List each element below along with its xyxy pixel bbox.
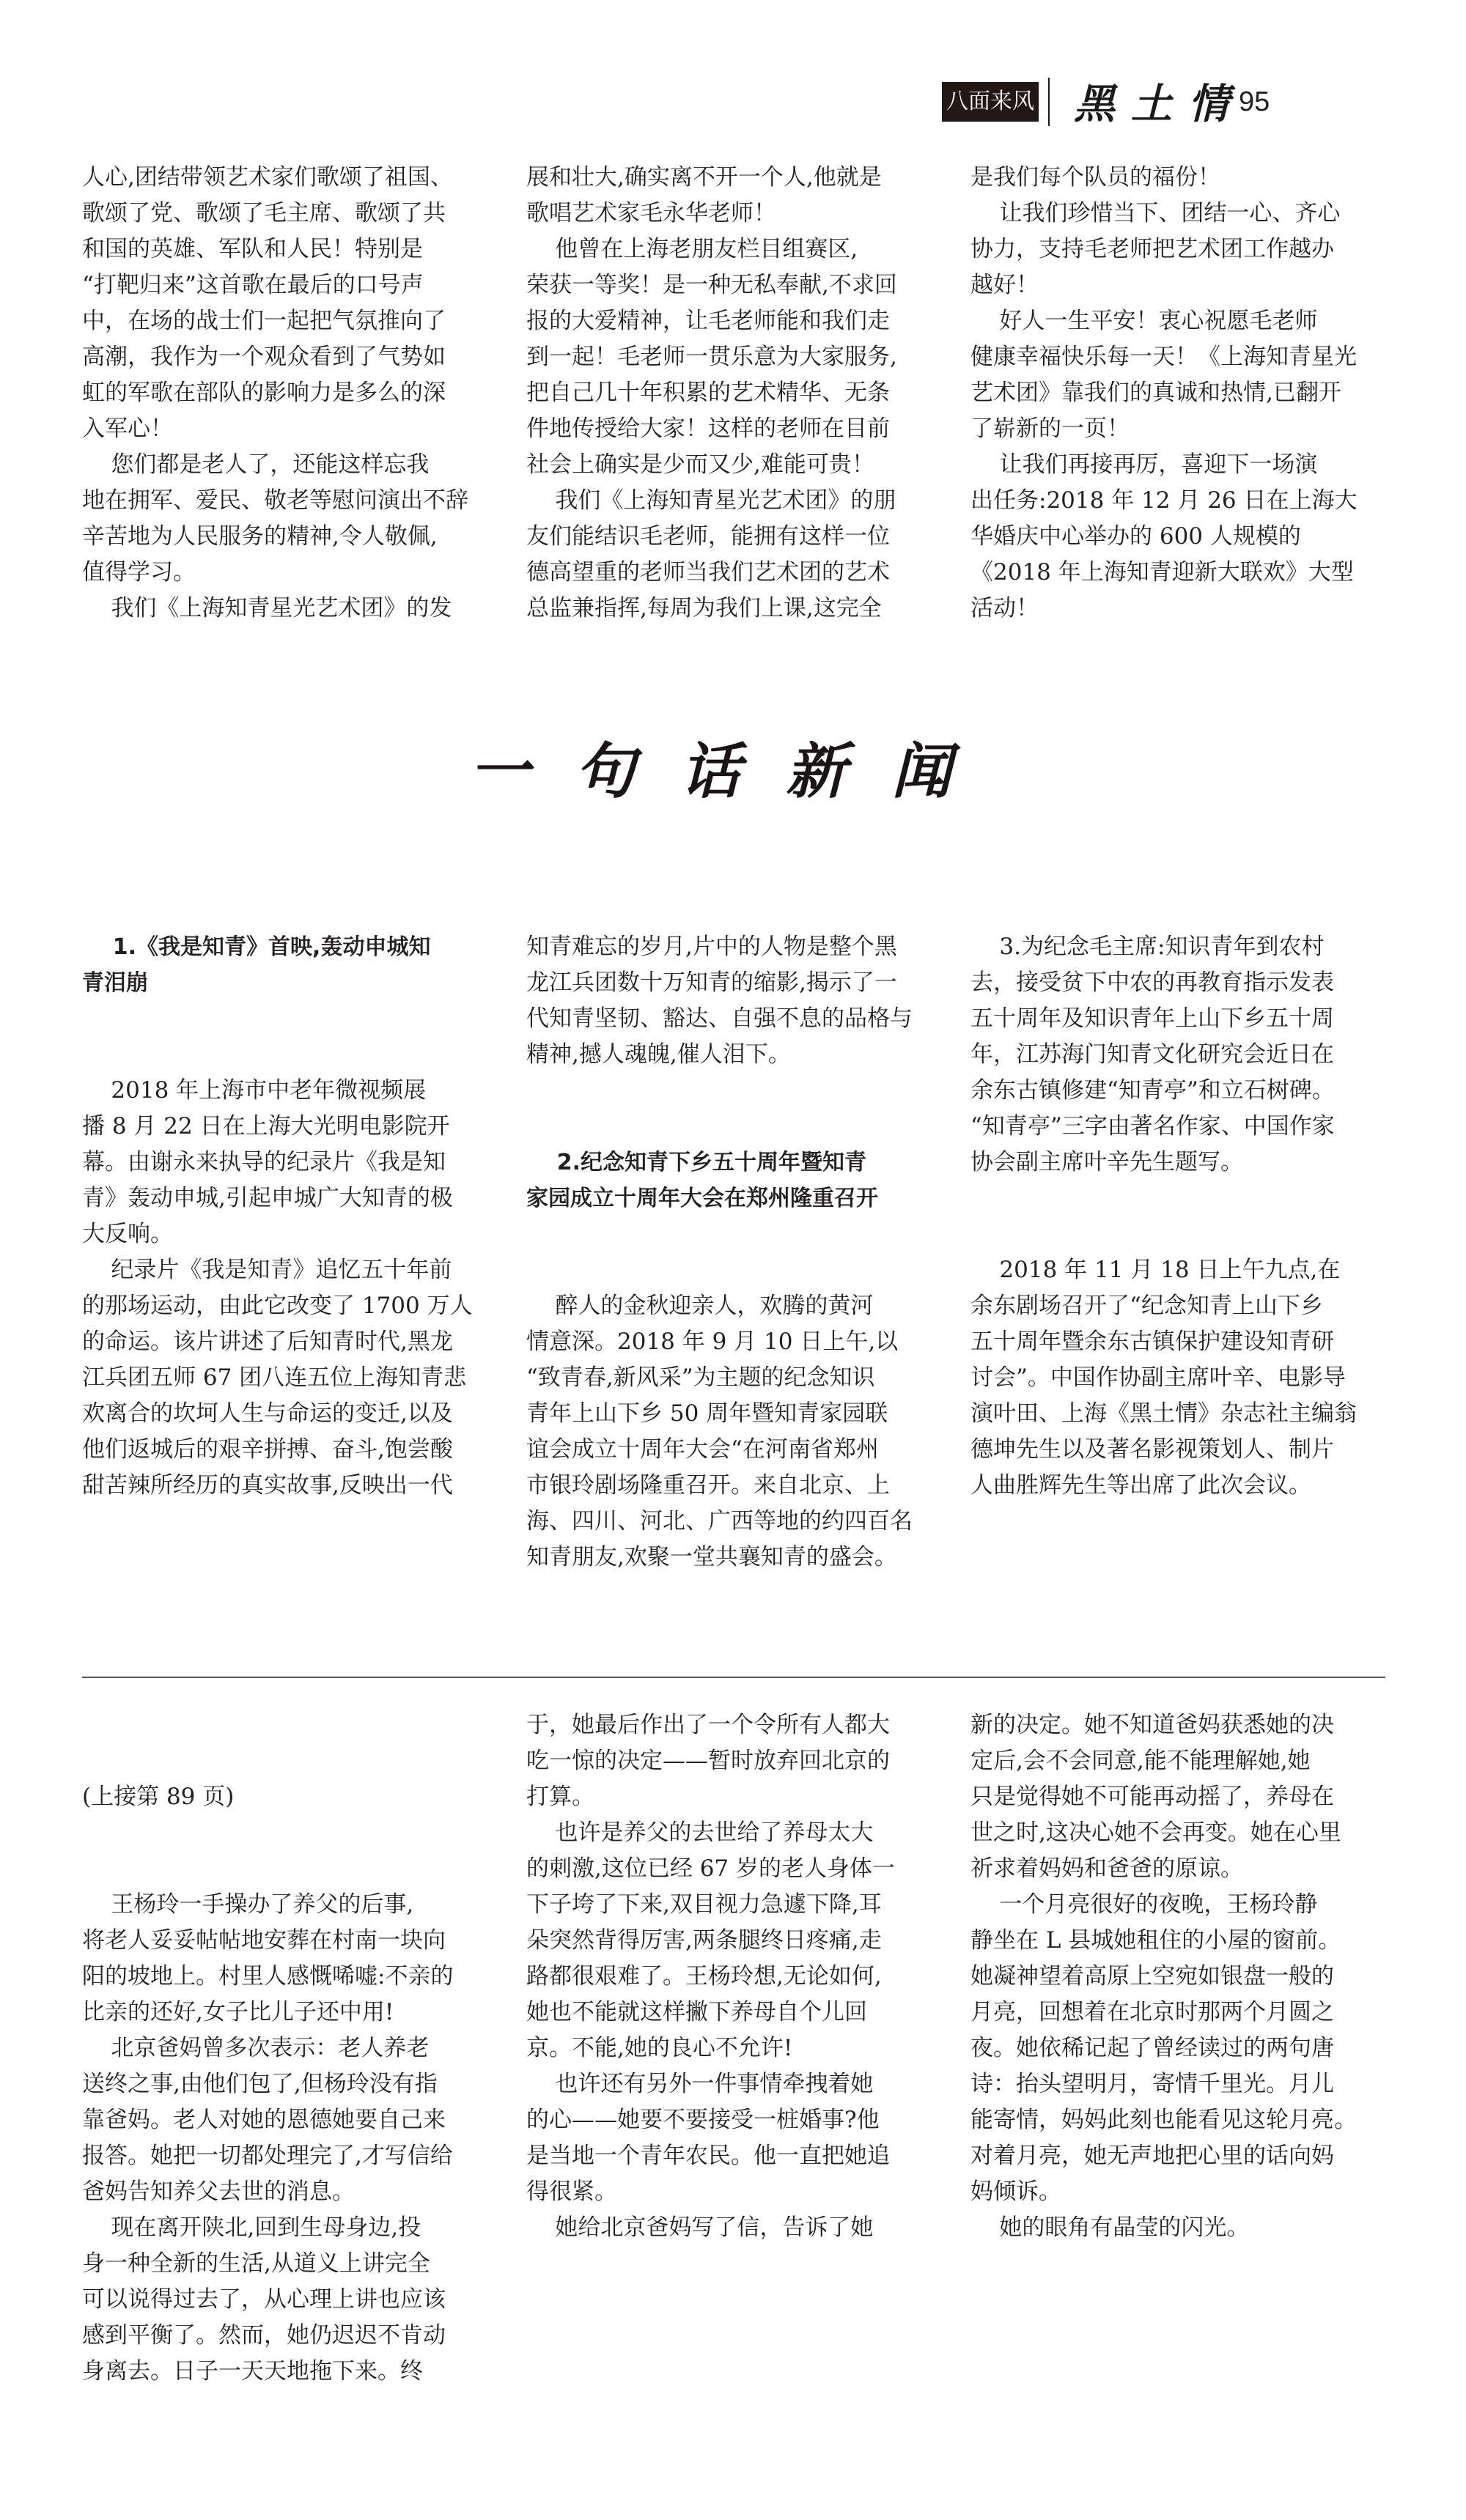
news-headline-2: 2.纪念知青下乡五十周年暨知青 家园成立十周年大会在郑州隆重召开 (526, 1150, 878, 1211)
news-body-3: 2018 年 11 月 18 日上午九点,在 余东剧场召开了“纪念知青上山下乡 五十周年暨余东古镇保护建设知青研 讨会”。中国作协副主席叶辛、电影导 演叶田、上海《黑土情》杂志社主编翁 德坤先生以及著名影视策划人、制片 人曲胜辉先生等出席了此次会议。 (970, 1257, 1357, 1499)
bottom-story (82, 1707, 1385, 2461)
bottom-story-text-1: 王杨玲一手操办了养父的后事, 将老人妥妥帖帖地安葬在村南一块向 阳的坡地上。村里人感慨唏嘘:不亲的 比亲的还好,女子比儿子还中用! 北京爸妈曾多次表示：老人养老 送终之事,由他们包了,但杨玲没有指 靠爸妈。老人对她的恩德她要自己来 报答。她把一切都处理完了,才写信给 爸妈告知养父去世的消息。 现在离开陕北,回到生母身边,投 身一种全新的生活,从道义上讲完全 可以说得过去了，从心理上讲也应该 感到平衡了。然而，她仍迟迟不肯动 身离去。日子一天天地拖下来。终 (82, 1891, 454, 2384)
news-column-3 (970, 857, 1385, 1575)
top-article-column-2: 展和壮大,确实离不开一个人,他就是 歌唱艺术家毛永华老师！ 他曾在上海老朋友栏目组赛区, 荣获一等奖！是一种无私奉献,不求回 报的大爱精神，让毛老师能和我们走 到一起！毛老师一贯乐意为大家服务, 把自己几十年积累的艺术精华、无条 件地传授给大家！这样的老师在目前 社会上确实是少而又少,难能可贵！ 我们《上海知青星光艺术团》的朋 友们能结识毛老师，能拥有这样一位 德高望重的老师当我们艺术团的艺术 总监兼指挥,每周为我们上课,这完全 (526, 164, 897, 621)
news-column-1 (82, 857, 497, 1575)
column-tag: 八面来风 (942, 82, 1039, 122)
news-column-2 (526, 857, 941, 1647)
top-article-column-1: 人心,团结带领艺术家们歌颂了祖国、 歌颂了党、歌颂了毛主席、歌颂了共 和国的英雄、军队和人民！特别是 “打靶归来”这首歌在最后的口号声 中，在场的战士们一起把气氛推向了 高潮，我作为一个观众看到了气势如 虹的军歌在部队的影响力是多么的深 入军心！ 您们都是老人了，还能这样忘我 地在拥军、爱民、敬老等慰问演出不辞 辛苦地为人民服务的精神,令人敬佩, 值得学习。 我们《上海知青星光艺术团》的发 (82, 164, 468, 621)
continued-from-note: (上接第 89 页) (82, 1784, 235, 1810)
news-section (82, 857, 1385, 1647)
magazine-logo: 黑土情 (1074, 80, 1245, 128)
bottom-story-column-3: 新的决定。她不知道爸妈获悉她的决 定后,会不会同意,能不能理解她,她 只是觉得她不可能再动摇了，养母在 世之时,这决心她不会再变。她在心里 祈求着妈妈和爸爸的原谅。 一个月亮很好的夜晚，王杨玲静 静坐在 L 县城她租住的小屋的窗前。 她凝神望着高原上空宛如银盘一般的 月亮，回想着在北京时那两个月圆之 夜。她依稀记起了曾经读过的两句唐 诗：抬头望明月，寄情千里光。月儿 能寄情，妈妈此刻也能看见这轮月亮。 对着月亮，她无声地把心里的话向妈 妈倾诉。 她的眼角有晶莹的闪光。 (970, 1712, 1357, 2241)
header-divider (1048, 78, 1050, 126)
section-title: 一句话新闻 (469, 736, 997, 807)
bottom-story-column-1 (82, 1707, 497, 2461)
news-body-1: 2018 年上海市中老年微视频展 播 8 月 22 日在上海大光明电影院开 幕。由谢永来执导的纪录片《我是知 青》轰动申城,引起申城广大知青的极 大反响。 纪录片《我是知青》追忆五十年前 的那场运动，由此它改变了 1700 万人 的命运。该片讲述了后知青时代,黑龙 江兵团五师 67 团八连五位上海知青悲 欢离合的坎坷人生与命运的变迁,以及 他们返城后的艰辛拼搏、奋斗,饱尝酸 甜苦辣所经历的真实故事,反映出一代 (82, 1077, 473, 1499)
news-headline-3: 3.为纪念毛主席:知识青年到农村 去，接受贫下中农的再教育指示发表 五十周年及知识青年上山下乡五十周 年，江苏海门知青文化研究会近日在 余东古镇修建“知青亭”和立石树碑。 “知青亭”三字由著名作家、中国作家 协会副主席叶辛先生题写。 (970, 934, 1335, 1175)
news-body-2: 醉人的金秋迎亲人，欢腾的黄河 情意深。2018 年 9 月 10 日上午,以 “致青春,新风采”为主题的纪念知识 青年上山下乡 50 周年暨知青家园联 谊会成立十周年大会“在河南省郑州 市银玲剧场隆重召开。来自北京、上 海、四川、河北、广西等地的约四百名 知青朋友,欢聚一堂共襄知青的盛会。 (526, 1293, 913, 1570)
top-article-column-3: 是我们每个队员的福份！ 让我们珍惜当下、团结一心、齐心 协力，支持毛老师把艺术团工作越办 越好！ 好人一生平安！衷心祝愿毛老师 健康幸福快乐每一天！《上海知青星光 艺术团》靠我们的真诚和热情,已翻开 了崭新的一页！ 让我们再接再厉，喜迎下一场演 出任务:2018 年 12 月 26 日在上海大 华婚庆中心举办的 600 人规模的 《2018 年上海知青迎新大联欢》大型 活动！ (970, 164, 1358, 621)
section-divider (82, 1677, 1385, 1678)
page-number: 95 (1239, 86, 1270, 117)
top-article (82, 160, 1385, 627)
news-body-1-continued: 知青难忘的岁月,片中的人物是整个黑 龙江兵团数十万知青的缩影,揭示了一 代知青坚韧、豁达、自强不息的品格与 精神,撼人魂魄,催人泪下。 (526, 934, 913, 1068)
bottom-story-column-2: 于，她最后作出了一个令所有人都大 吃一惊的决定——暂时放弃回北京的 打算。 也许是养父的去世给了养母太大 的刺激,这位已经 67 岁的老人身体一 下子垮了下来,双目视力急遽下降,耳 朵突然背得厉害,两条腿终日疼痛,走 路都很艰难了。王杨玲想,无论如何, 她也不能就这样撇下养母自个儿回 京。不能,她的良心不允许! 也许还有另外一件事情牵拽着她 的心——她要不要接受一桩婚事?他 是当地一个青年农民。他一直把她追 得很紧。 她给北京爸妈写了信，告诉了她 (526, 1712, 896, 2241)
news-headline-1: 1.《我是知青》首映,轰动申城知 青泪崩 (82, 934, 431, 996)
